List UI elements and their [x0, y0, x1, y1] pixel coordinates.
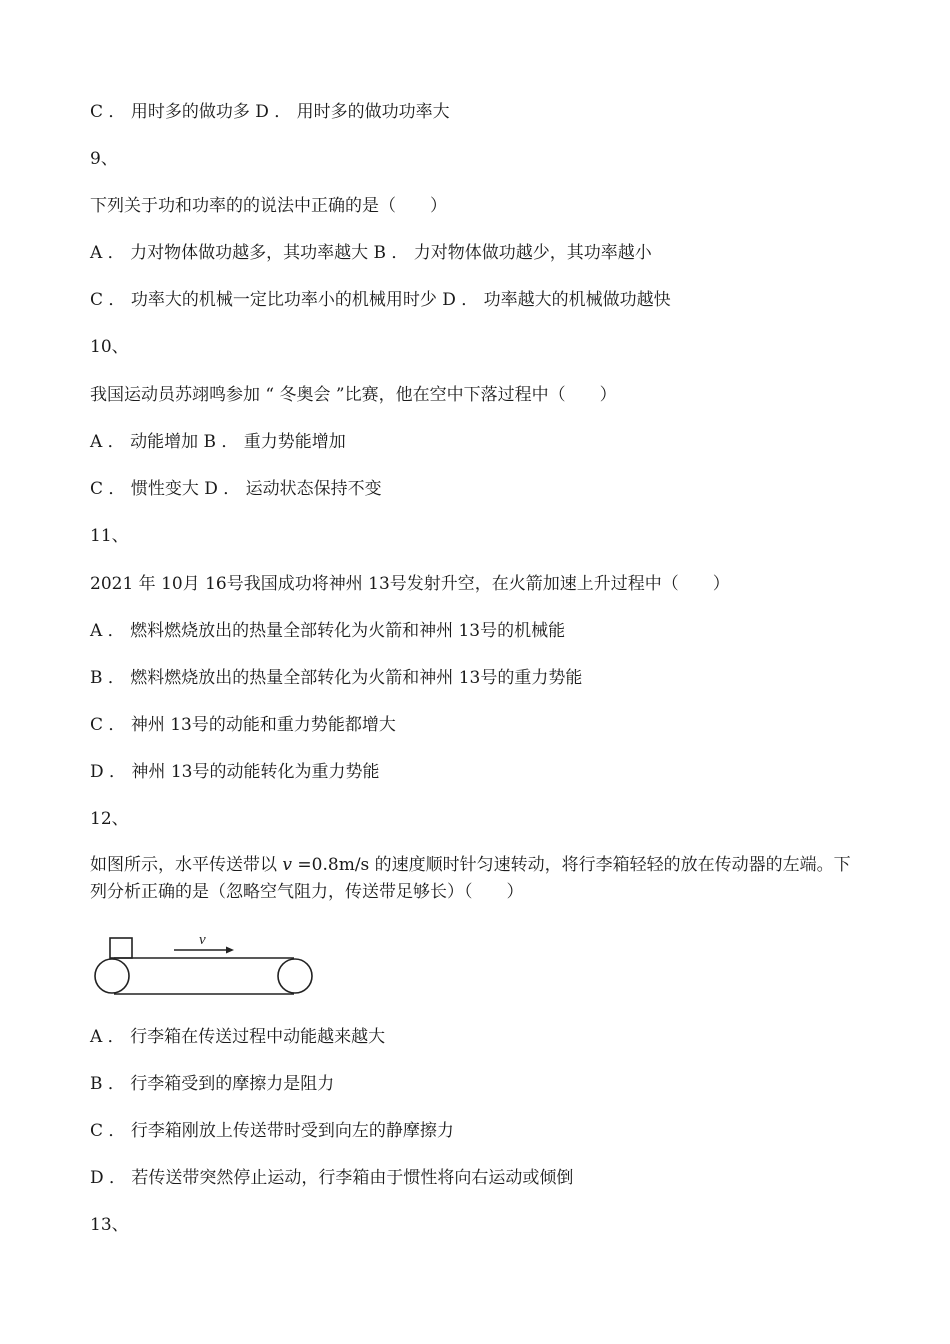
q12-stem — [90, 852, 865, 906]
q12-stem-part2: =0.8m/s 的速度顺时针匀速转动，将行李箱轻轻的放在传动器的左端。下列分析正确的是（忽略空气阻力，传送带足够长）（ ） — [90, 855, 851, 902]
q8-option-c-d: C ． 用时多的做功多 D ． 用时多的做功功率大 — [90, 102, 450, 122]
q12-stem-part1: 如图所示，水平传送带以 — [90, 855, 283, 875]
conveyor-belt-figure — [92, 930, 316, 1000]
q12-option-d: D ． 若传送带突然停止运动，行李箱由于惯性将向右运动或倾倒 — [90, 1168, 574, 1188]
velocity-label: v — [199, 932, 206, 948]
q12-option-c: C ． 行李箱刚放上传送带时受到向左的静摩擦力 — [90, 1121, 454, 1141]
right-pulley — [278, 959, 312, 993]
q11-stem: 2021 年 10月 16号我国成功将神州 13号发射升空，在火箭加速上升过程中（ ） — [90, 574, 730, 594]
left-pulley — [95, 959, 129, 993]
q9-number: 9、 — [90, 149, 118, 169]
q10-option-c-d: C ． 惯性变大 D ． 运动状态保持不变 — [90, 479, 382, 499]
q11-option-a: A ． 燃料燃烧放出的热量全部转化为火箭和神州 13号的机械能 — [90, 621, 566, 641]
q9-option-c-d: C ． 功率大的机械一定比功率小的机械用时少 D ． 功率越大的机械做功越快 — [90, 290, 671, 310]
velocity-arrow-head — [226, 947, 234, 954]
q10-number: 10、 — [90, 337, 129, 357]
q11-number: 11、 — [90, 526, 129, 546]
q12-number: 12、 — [90, 809, 129, 829]
q12-option-b: B ． 行李箱受到的摩擦力是阻力 — [90, 1074, 335, 1094]
q11-option-d: D ． 神州 13号的动能转化为重力势能 — [90, 762, 380, 782]
q12-velocity-symbol: v — [282, 855, 293, 875]
q11-option-c: C ． 神州 13号的动能和重力势能都增大 — [90, 715, 396, 735]
q13-number: 13、 — [90, 1215, 129, 1235]
q12-option-a: A ． 行李箱在传送过程中动能越来越大 — [90, 1027, 386, 1047]
luggage-box — [110, 938, 132, 958]
q9-stem: 下列关于功和功率的的说法中正确的是（ ） — [90, 196, 447, 216]
q11-option-b: B ． 燃料燃烧放出的热量全部转化为火箭和神州 13号的重力势能 — [90, 668, 583, 688]
q10-stem: 我国运动员苏翊鸣参加 “ 冬奥会 ”比赛，他在空中下落过程中（ ） — [90, 385, 617, 405]
q10-option-a-b: A ． 动能增加 B ． 重力势能增加 — [90, 432, 346, 452]
q9-option-a-b: A ． 力对物体做功越多，其功率越大 B ． 力对物体做功越少，其功率越小 — [90, 243, 652, 263]
